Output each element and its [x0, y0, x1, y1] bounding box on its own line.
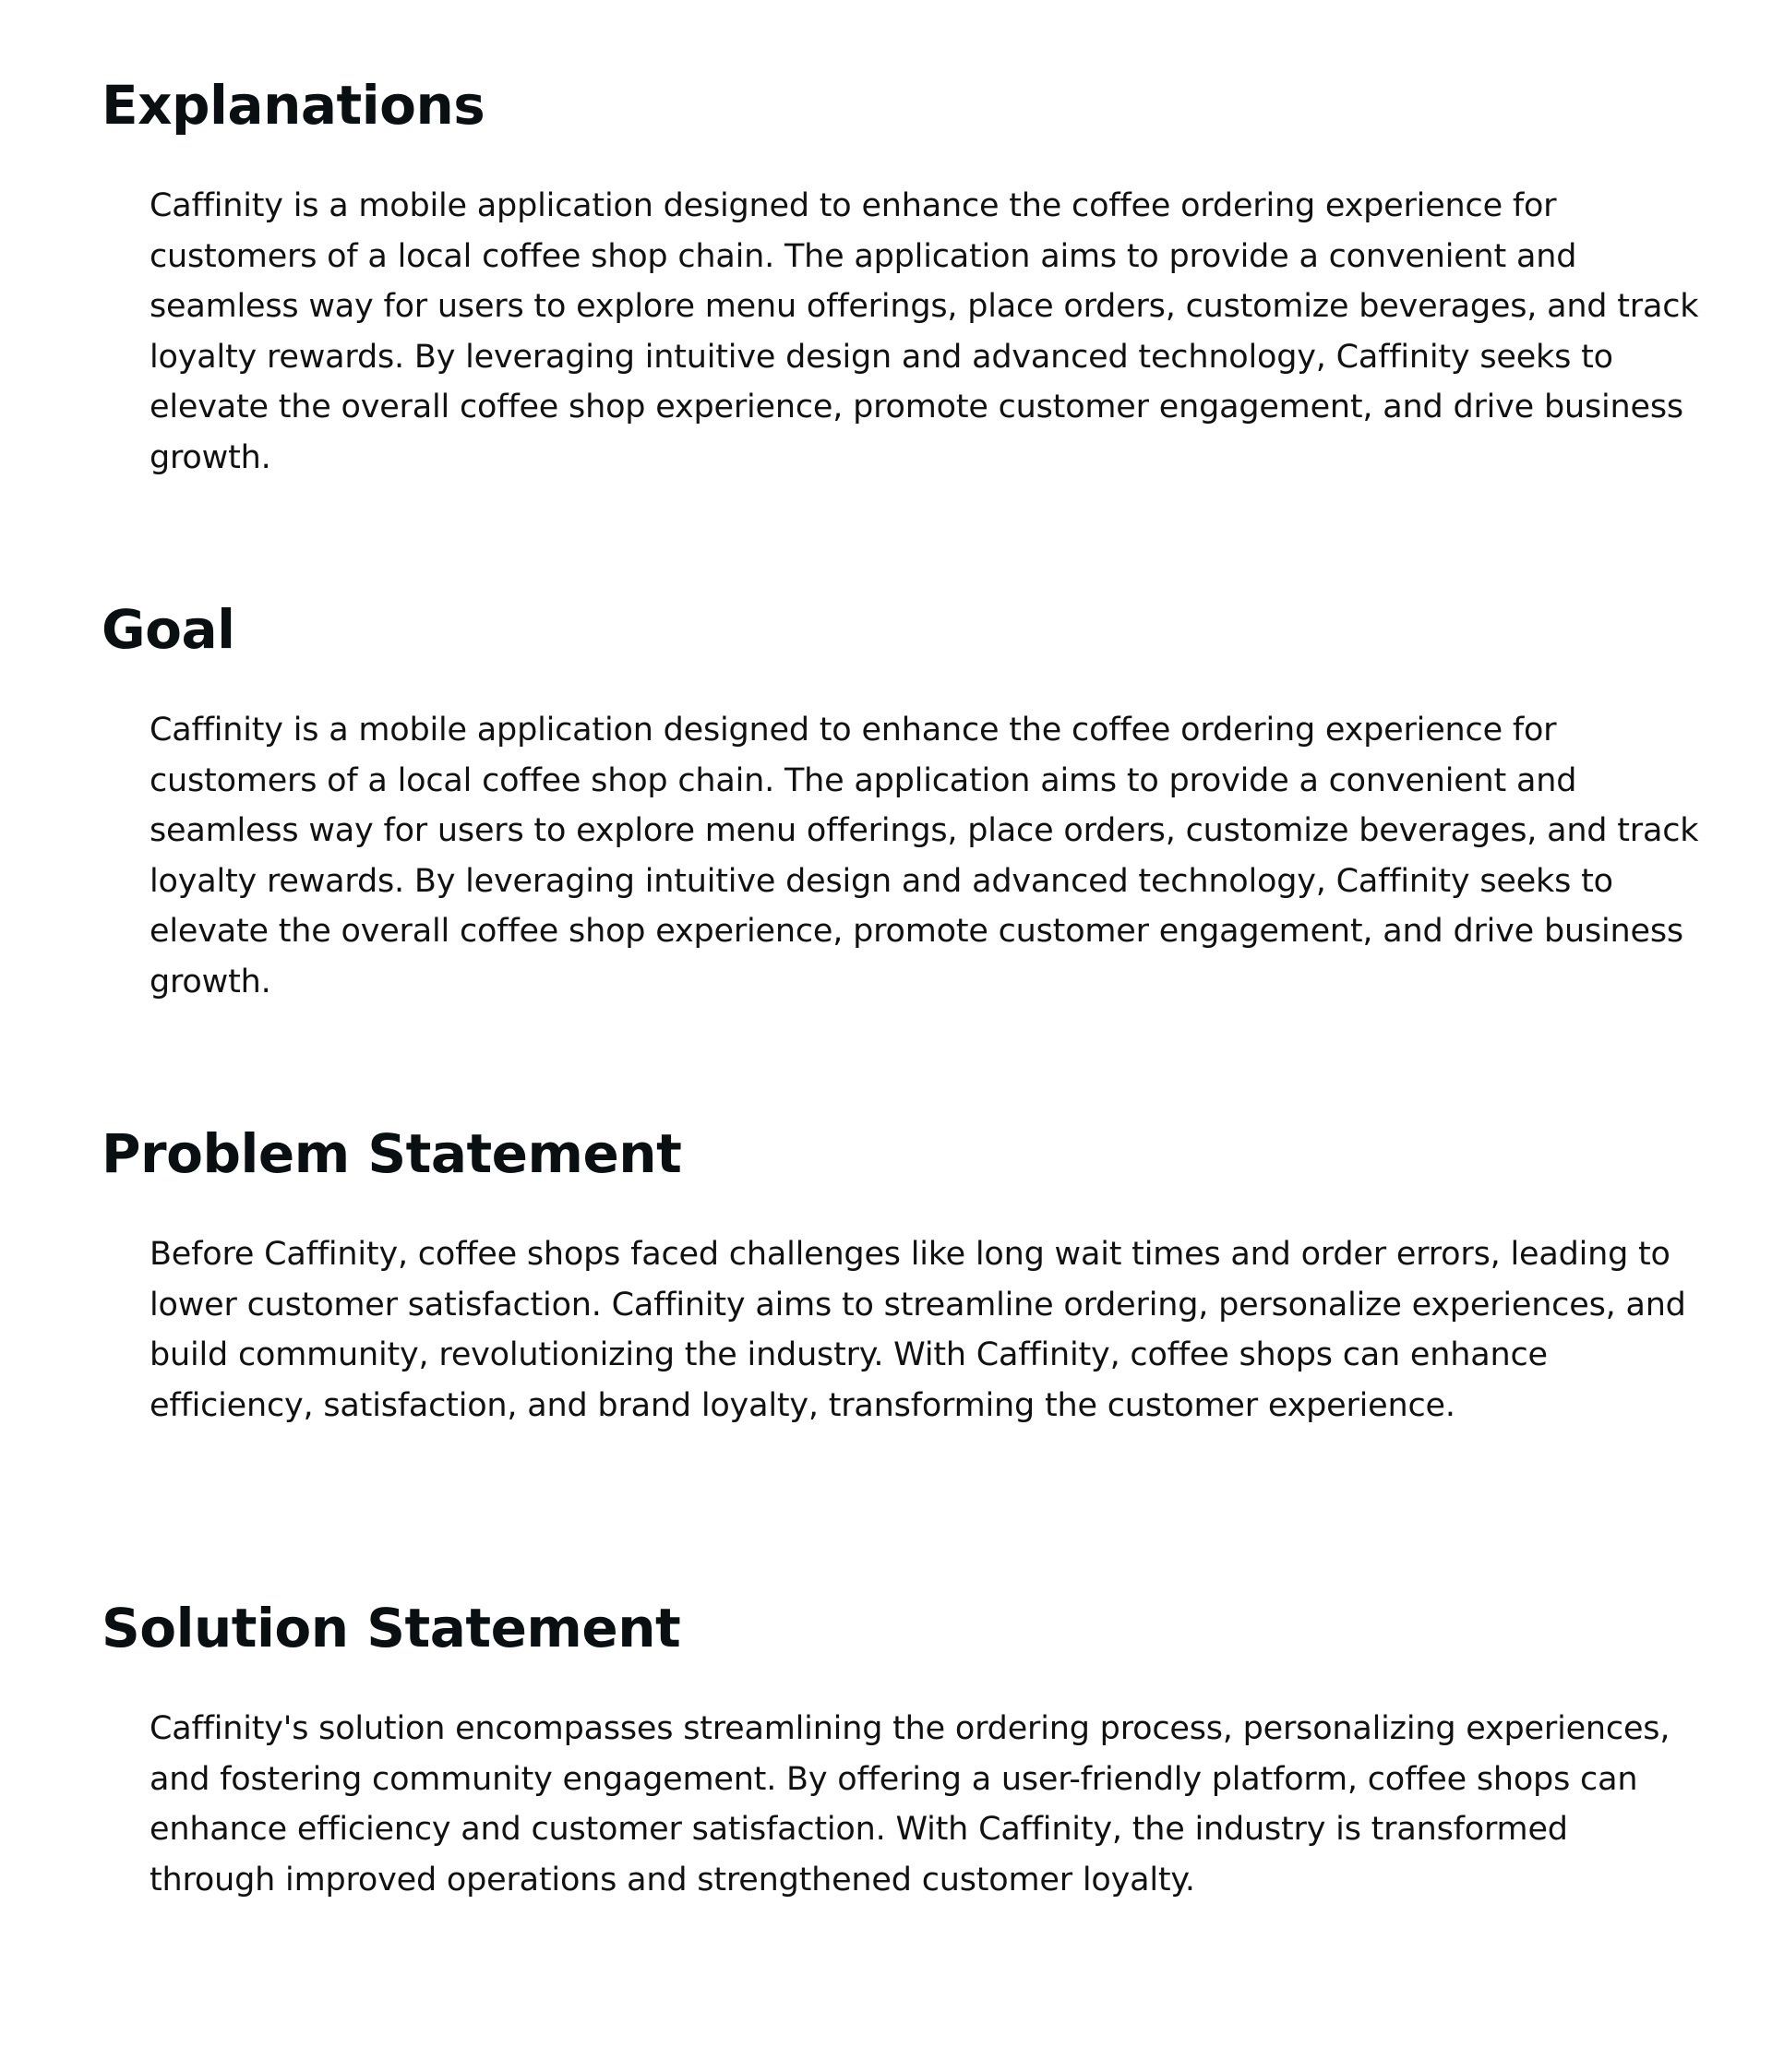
section-title-explanations: Explanations	[102, 74, 485, 137]
section-body-explanations: Caffinity is a mobile application designed to enhance the coffee ordering experience for customers of a local coffee shop chain. The application aims to provide a convenient and seamless way for users to explore menu offerings, place orders, customize beverages, and track loyalty rewards. By leveraging intuitive design and advanced technology, Caffinity seeks to elevate the overall coffee shop experience, promote customer engagement, and drive business growth.	[150, 187, 1699, 476]
section-body-goal: Caffinity is a mobile application designed to enhance the coffee ordering experience for customers of a local coffee shop chain. The application aims to provide a convenient and seamless way for users to explore menu offerings, place orders, customize beverages, and track loyalty rewards. By leveraging intuitive design and advanced technology, Caffinity seeks to elevate the overall coffee shop experience, promote customer engagement, and drive business growth.	[150, 712, 1699, 1000]
section-title-goal: Goal	[102, 598, 235, 661]
section-title-solution-statement: Solution Statement	[102, 1597, 681, 1659]
section-problem-statement	[102, 1120, 1707, 1431]
section-explanations	[102, 72, 1707, 483]
section-body-solution-statement: Caffinity's solution encompasses streamlining the ordering process, personalizing experiences, and fostering community engagement. By offering a user-friendly platform, coffee shops can enhance efficiency and customer satisfaction. With Caffinity, the industry is transformed through improved operations and strengthened customer loyalty.	[150, 1710, 1670, 1898]
section-body-problem-statement: Before Caffinity, coffee shops faced challenges like long wait times and order errors, leading to lower customer satisfaction. Caffinity aims to streamline ordering, personalize experiences, and build community, revolutionizing the industry. With Caffinity, coffee shops can enhance efficiency, satisfaction, and brand loyalty, transforming the customer experience.	[150, 1236, 1686, 1424]
section-solution-statement	[102, 1595, 1707, 1905]
section-goal	[102, 596, 1707, 1007]
section-title-problem-statement: Problem Statement	[102, 1122, 682, 1185]
